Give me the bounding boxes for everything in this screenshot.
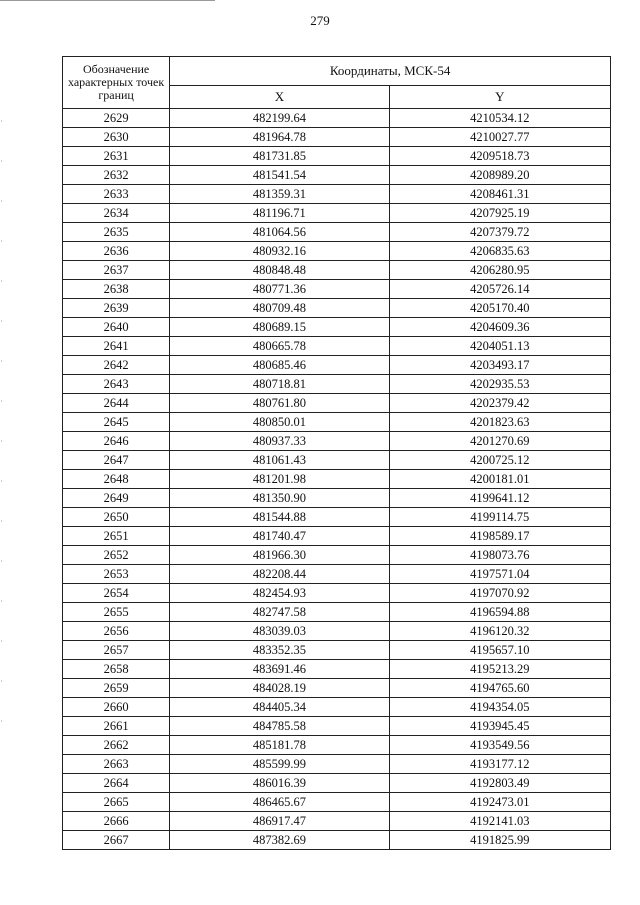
point-header: Обозначение характерных точек границ [63,57,170,109]
point-id-cell: 2659 [63,679,170,698]
y-coordinate-cell: 4204609.36 [389,318,610,337]
y-coordinate-cell: 4202935.53 [389,375,610,394]
table-row [63,223,611,242]
x-coordinate-cell: 481731.85 [170,147,389,166]
y-coordinate-cell: 4210027.77 [389,128,610,147]
point-id-cell: 2630 [63,128,170,147]
point-id-cell: 2631 [63,147,170,166]
x-coordinate-cell: 485599.99 [170,755,389,774]
x-coordinate-cell: 481541.54 [170,166,389,185]
point-id-cell: 2642 [63,356,170,375]
point-id-cell: 2652 [63,546,170,565]
y-coordinate-cell: 4201270.69 [389,432,610,451]
point-id-cell: 2665 [63,793,170,812]
x-coordinate-cell: 486016.39 [170,774,389,793]
table-row [63,622,611,641]
x-coordinate-cell: 480665.78 [170,337,389,356]
point-id-cell: 2644 [63,394,170,413]
point-id-cell: 2648 [63,470,170,489]
y-coordinate-cell: 4194765.60 [389,679,610,698]
x-coordinate-cell: 480685.46 [170,356,389,375]
y-coordinate-cell: 4209518.73 [389,147,610,166]
point-id-cell: 2637 [63,261,170,280]
point-id-cell: 2661 [63,717,170,736]
y-coordinate-cell: 4208461.31 [389,185,610,204]
x-coordinate-cell: 482208.44 [170,565,389,584]
point-id-cell: 2663 [63,755,170,774]
x-coordinate-cell: 486465.67 [170,793,389,812]
table-row [63,432,611,451]
point-id-cell: 2639 [63,299,170,318]
x-coordinate-cell: 485181.78 [170,736,389,755]
table-row [63,508,611,527]
y-coordinate-cell: 4191825.99 [389,831,610,850]
table-row [63,204,611,223]
y-coordinate-cell: 4199641.12 [389,489,610,508]
point-id-cell: 2666 [63,812,170,831]
table-row [63,527,611,546]
table-row [63,280,611,299]
y-coordinate-cell: 4192473.01 [389,793,610,812]
scan-margin-marks [1,120,2,760]
y-coordinate-cell: 4195213.29 [389,660,610,679]
point-id-cell: 2658 [63,660,170,679]
table-row [63,242,611,261]
table-row [63,774,611,793]
y-coordinate-cell: 4200181.01 [389,470,610,489]
coordinates-table [62,56,611,850]
point-id-cell: 2653 [63,565,170,584]
table-row [63,755,611,774]
x-coordinate-cell: 481350.90 [170,489,389,508]
table-row [63,451,611,470]
point-id-cell: 2647 [63,451,170,470]
y-coordinate-cell: 4194354.05 [389,698,610,717]
y-coordinate-cell: 4206835.63 [389,242,610,261]
y-coordinate-cell: 4192803.49 [389,774,610,793]
coordinates-header: Координаты, МСК-54 [170,57,611,86]
y-coordinate-cell: 4198073.76 [389,546,610,565]
y-coordinate-cell: 4193945.45 [389,717,610,736]
x-coordinate-cell: 481201.98 [170,470,389,489]
y-coordinate-cell: 4206280.95 [389,261,610,280]
table-row [63,337,611,356]
point-id-cell: 2633 [63,185,170,204]
point-id-cell: 2649 [63,489,170,508]
point-id-cell: 2657 [63,641,170,660]
table-row [63,546,611,565]
x-coordinate-cell: 480850.01 [170,413,389,432]
x-coordinate-cell: 480718.81 [170,375,389,394]
table-row [63,717,611,736]
table-row [63,185,611,204]
point-id-cell: 2662 [63,736,170,755]
point-id-cell: 2664 [63,774,170,793]
point-id-cell: 2638 [63,280,170,299]
table-row [63,394,611,413]
x-coordinate-cell: 482199.64 [170,109,389,128]
table-row [63,375,611,394]
x-coordinate-cell: 486917.47 [170,812,389,831]
y-coordinate-cell: 4193549.56 [389,736,610,755]
table-row [63,565,611,584]
point-id-cell: 2645 [63,413,170,432]
table-row [63,793,611,812]
table-row [63,679,611,698]
y-coordinate-cell: 4208989.20 [389,166,610,185]
x-coordinate-cell: 480761.80 [170,394,389,413]
x-coordinate-cell: 482454.93 [170,584,389,603]
point-id-cell: 2636 [63,242,170,261]
table-row [63,318,611,337]
page-number: 279 [310,13,330,28]
table-row [63,698,611,717]
table-row [63,470,611,489]
x-coordinate-cell: 481740.47 [170,527,389,546]
table-row [63,128,611,147]
table-row [63,660,611,679]
point-id-cell: 2640 [63,318,170,337]
point-id-cell: 2651 [63,527,170,546]
point-id-cell: 2629 [63,109,170,128]
y-coordinate-cell: 4199114.75 [389,508,610,527]
table-row [63,261,611,280]
y-coordinate-cell: 4193177.12 [389,755,610,774]
x-coordinate-cell: 481359.31 [170,185,389,204]
x-coordinate-cell: 481061.43 [170,451,389,470]
table-row [63,109,611,128]
table-row [63,736,611,755]
x-coordinate-cell: 484405.34 [170,698,389,717]
y-coordinate-cell: 4204051.13 [389,337,610,356]
point-id-cell: 2643 [63,375,170,394]
y-coordinate-cell: 4198589.17 [389,527,610,546]
point-id-cell: 2660 [63,698,170,717]
table-body [63,109,611,850]
table-row [63,641,611,660]
point-id-cell: 2641 [63,337,170,356]
x-coordinate-cell: 482747.58 [170,603,389,622]
point-id-cell: 2667 [63,831,170,850]
table-row [63,356,611,375]
table-row [63,812,611,831]
point-id-cell: 2656 [63,622,170,641]
point-id-cell: 2635 [63,223,170,242]
table-row [63,584,611,603]
x-coordinate-cell: 481544.88 [170,508,389,527]
x-coordinate-cell: 481196.71 [170,204,389,223]
y-coordinate-cell: 4196120.32 [389,622,610,641]
x-coordinate-cell: 481966.30 [170,546,389,565]
y-coordinate-cell: 4197070.92 [389,584,610,603]
y-coordinate-cell: 4205726.14 [389,280,610,299]
y-coordinate-cell: 4207925.19 [389,204,610,223]
y-coordinate-cell: 4196594.88 [389,603,610,622]
x-coordinate-cell: 487382.69 [170,831,389,850]
y-coordinate-cell: 4195657.10 [389,641,610,660]
x-coordinate-cell: 480932.16 [170,242,389,261]
table-row [63,489,611,508]
y-coordinate-cell: 4205170.40 [389,299,610,318]
x-header: X [170,86,389,109]
point-id-cell: 2650 [63,508,170,527]
y-coordinate-cell: 4210534.12 [389,109,610,128]
point-id-cell: 2634 [63,204,170,223]
table-row [63,831,611,850]
y-coordinate-cell: 4201823.63 [389,413,610,432]
x-coordinate-cell: 481964.78 [170,128,389,147]
y-coordinate-cell: 4197571.04 [389,565,610,584]
y-coordinate-cell: 4202379.42 [389,394,610,413]
y-coordinate-cell: 4207379.72 [389,223,610,242]
x-coordinate-cell: 483039.03 [170,622,389,641]
table-row [63,166,611,185]
point-id-cell: 2632 [63,166,170,185]
y-coordinate-cell: 4192141.03 [389,812,610,831]
x-coordinate-cell: 483691.46 [170,660,389,679]
table-row [63,603,611,622]
x-coordinate-cell: 480771.36 [170,280,389,299]
x-coordinate-cell: 480848.48 [170,261,389,280]
x-coordinate-cell: 484785.58 [170,717,389,736]
table-row [63,147,611,166]
x-coordinate-cell: 484028.19 [170,679,389,698]
x-coordinate-cell: 480937.33 [170,432,389,451]
point-id-cell: 2655 [63,603,170,622]
point-id-cell: 2646 [63,432,170,451]
table-row [63,413,611,432]
y-header: Y [389,86,610,109]
x-coordinate-cell: 481064.56 [170,223,389,242]
table-header [63,57,611,109]
scan-edge-line [0,0,215,1]
table-row [63,299,611,318]
x-coordinate-cell: 483352.35 [170,641,389,660]
y-coordinate-cell: 4200725.12 [389,451,610,470]
point-id-cell: 2654 [63,584,170,603]
x-coordinate-cell: 480709.48 [170,299,389,318]
x-coordinate-cell: 480689.15 [170,318,389,337]
y-coordinate-cell: 4203493.17 [389,356,610,375]
